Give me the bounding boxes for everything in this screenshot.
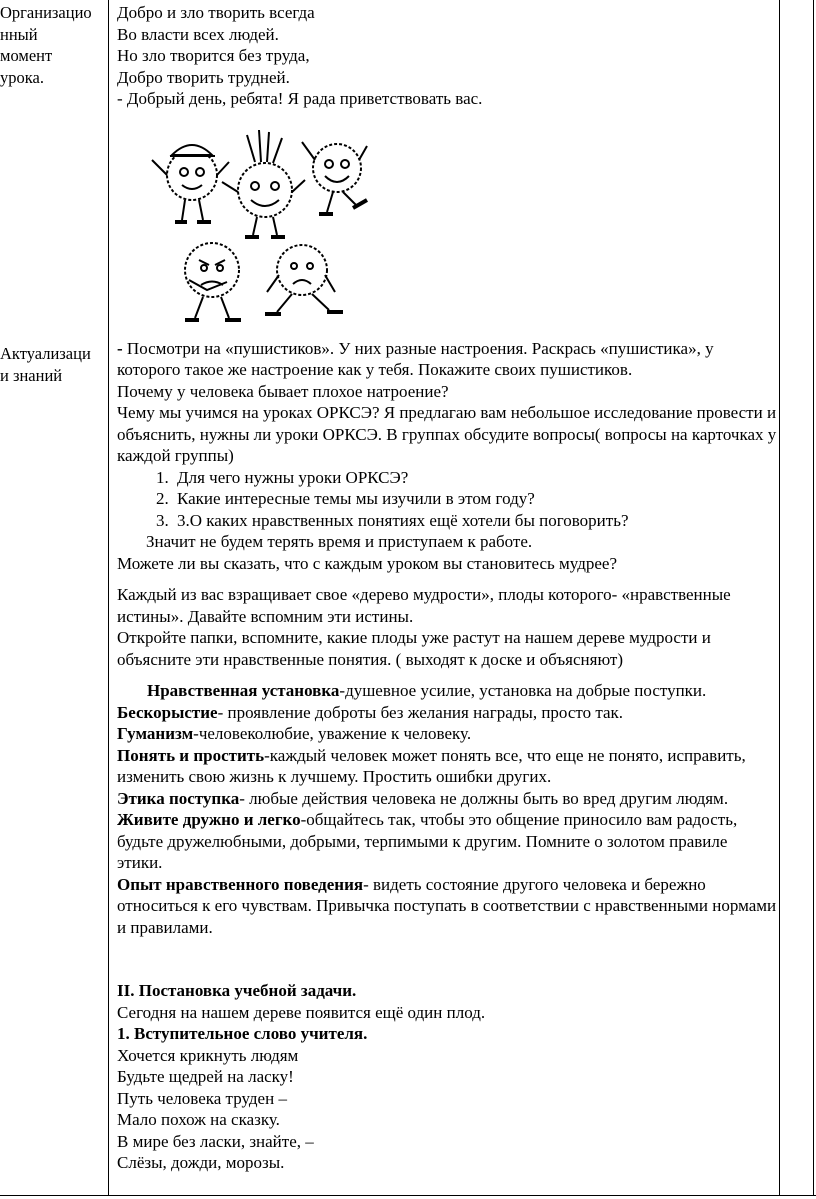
definition-item: Гуманизм-человеколюбие, уважение к человеку. xyxy=(117,724,472,743)
list-item: 1. Для чего нужны уроки ОРКСЭ? xyxy=(173,467,777,489)
folders-text: Откройте папки, вспомните, какие плоды уже растут на нашем дереве мудрости и объясните эти нравственные понятия. ( выходят к доске и объясняют) xyxy=(117,628,711,669)
table-column-divider xyxy=(779,0,780,1196)
fluffy-sad-icon xyxy=(265,245,343,314)
definition-item: Живите дружно и легко-общайтесь так, чтобы это общение приносило вам радость, будьте дружелюбными, добрыми, терпимыми к другим. Помните о золотом правиле этики. xyxy=(117,810,738,872)
stage-label-actualization: Актуализаци и знаний xyxy=(0,344,91,385)
opening-poem: Добро и зло творить всегда Во власти всех людей. Но зло творится без труда, Добро творить трудней. xyxy=(117,3,315,87)
fluffy-happy-icon xyxy=(302,142,367,214)
section-title: II. Постановка учебной задачи. xyxy=(117,981,357,1000)
list-item: 2. Какие интересные темы мы изучили в этом году? xyxy=(173,488,777,510)
definition-item: Опыт нравственного поведения- видеть состояние другого человека и бережно относиться к его чувствам. Привычка поступать в соответствии с нравственными нормами и правилами. xyxy=(117,874,777,937)
wisdom-tree-text: Каждый из вас взращивает свое «дерево мудрости», плоды которого- «нравственные истины». Давайте вспомним эти истины. xyxy=(117,585,731,626)
start-work-text: Значит не будем терять время и приступаем к работе. xyxy=(146,532,533,551)
section-text: Сегодня на нашем дереве появится ещё один плод. xyxy=(117,1002,486,1022)
greeting-text: - Добрый день, ребята! Я рада приветствовать вас. xyxy=(117,89,483,108)
lesson-content xyxy=(117,2,777,1174)
definition-item: Нравственная установка-душевное усилие, установка на добрые поступки. xyxy=(147,681,707,700)
fluffy-cap-icon xyxy=(152,145,229,222)
definition-item: Этика поступка- любые действия человека не должны быть во вред другим людям. xyxy=(117,788,729,808)
closing-poem: Хочется крикнуть людям Будьте щедрей на ласку! Путь человека труден – Мало похож на сказку. В мире без ласки, знайте, – Слёзы, дожди, морозы. xyxy=(117,1045,314,1172)
mood-question: Почему у человека бывает плохое натроение? xyxy=(117,381,449,401)
subsection-title: 1. Вступительное слово учителя. xyxy=(117,1024,368,1043)
stage-label-organization: Организацио нный момент урока. xyxy=(0,3,92,87)
orkse-intro: Чему мы учимся на уроках ОРКСЭ? Я предлагаю вам небольшое исследование провести и объяснить, нужны ли уроки ОРКСЭ. В группах обсудите вопросы( вопросы на карточках у каждой группы) xyxy=(117,403,777,465)
wiser-question: Можете ли вы сказать, что с каждым уроком вы становитесь мудрее? xyxy=(117,553,618,573)
fluffy-characters-illustration xyxy=(137,120,369,332)
fluffy-instruction: - Посмотри на «пушистиков». У них разные настроения. Раскрась «пушистика», у которого такое же настроение как у тебя. Покажите своих пушистиков. xyxy=(117,338,714,379)
fluffy-angry-icon xyxy=(185,243,241,320)
list-item: 3. 3.О каких нравственных понятиях ещё хотели бы поговорить? xyxy=(173,510,777,532)
table-column-divider xyxy=(108,0,109,1196)
table-bottom-border xyxy=(0,1195,816,1196)
definition-item: Понять и простить-каждый человек может понять все, что еще не понято, исправить, изменить свою жизнь к лучшему. Простить ошибки других. xyxy=(117,745,746,786)
definitions-list xyxy=(117,680,777,938)
table-right-border xyxy=(813,0,814,1196)
group-questions-list xyxy=(117,467,777,532)
fluffy-girl-icon xyxy=(222,130,305,237)
definition-item: Бескорыстие- проявление доброты без желания награды, просто так. xyxy=(117,702,624,722)
